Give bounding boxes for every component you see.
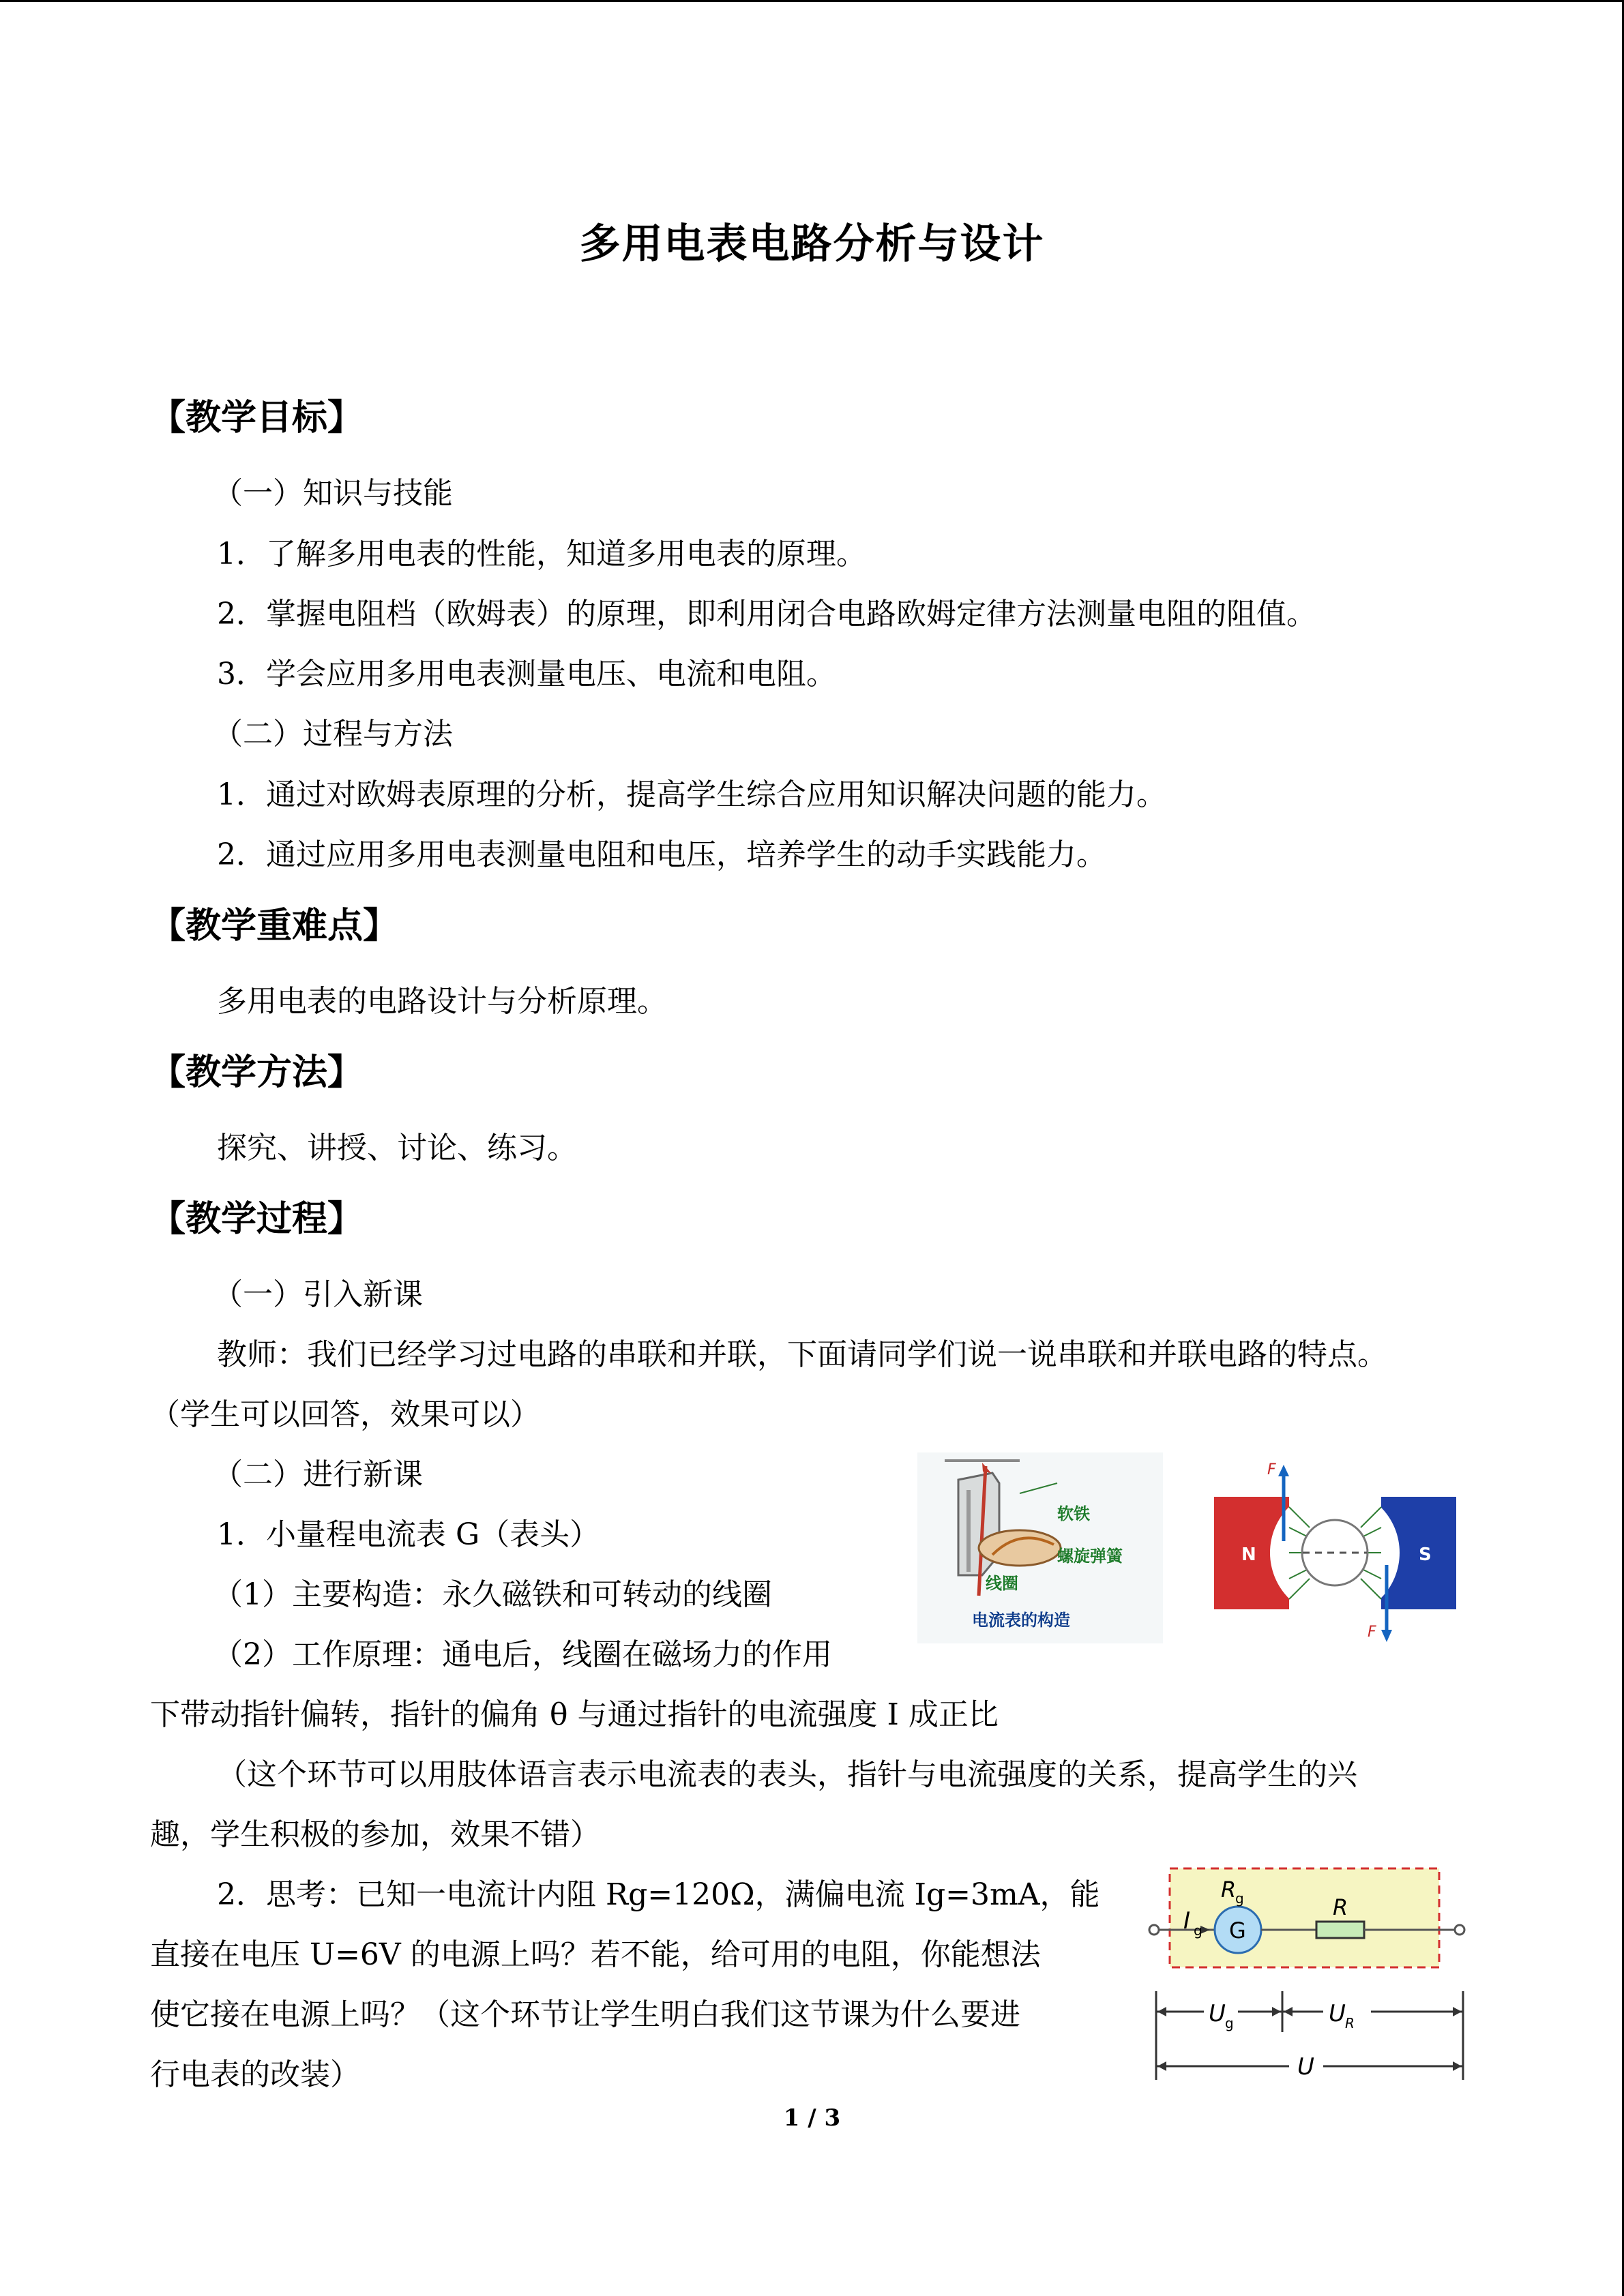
goals-sub2: （二）过程与方法 [213, 717, 453, 751]
process-q3: 使它接在电源上吗？（这个环节让学生明白我们这节课为什么要进 [150, 1997, 1020, 2032]
label-ug: U [1209, 2000, 1226, 2027]
magnet-field-figure [1207, 1452, 1466, 1650]
process-sub1: （一）引入新课 [213, 1277, 423, 1312]
label-north: N [1241, 1545, 1256, 1565]
label-soft-iron: 软铁 [1057, 1504, 1090, 1523]
label-rg-sub: g [1235, 1890, 1244, 1907]
heading-process: 【教学过程】 [150, 1198, 364, 1240]
label-resistor: R [1333, 1894, 1348, 1920]
label-ur: U [1329, 2000, 1346, 2027]
ug-arrow-right [1272, 2007, 1281, 2016]
process-t1b: （学生可以回答，效果可以） [150, 1397, 540, 1432]
force-arrow-up-head [1278, 1465, 1289, 1476]
coil-body [979, 1530, 1061, 1566]
ur-arrow-right [1453, 2007, 1462, 2016]
label-force-top: F [1267, 1461, 1276, 1478]
process-g4b: 趣，学生积极的参加，效果不错） [150, 1817, 600, 1852]
label-current-sub: g [1194, 1922, 1202, 1939]
process-g2: （1）主要构造：永久磁铁和可转动的线圈 [213, 1577, 772, 1612]
label-current: I [1183, 1907, 1191, 1935]
terminal-right [1455, 1925, 1464, 1935]
label-south: S [1419, 1545, 1432, 1565]
process-g1: 1．小量程电流表 G（表头） [217, 1517, 600, 1552]
label-galvanometer: G [1229, 1918, 1246, 1943]
heading-method: 【教学方法】 [150, 1052, 364, 1093]
process-q1: 2．思考：已知一电流计内阻 Rg=120Ω，满偏电流 Ig=3mA，能 [217, 1877, 1100, 1912]
process-q2: 直接在电压 U=6V 的电源上吗？若不能，给可用的电阻，你能想法 [150, 1937, 1041, 1972]
label-ug-sub: g [1225, 2015, 1234, 2031]
label-u-total: U [1297, 2053, 1314, 2081]
circuit-figure [1146, 1855, 1473, 2093]
key-text: 多用电表的电路设计与分析原理。 [217, 984, 667, 1019]
heading-key: 【教学重难点】 [150, 905, 399, 946]
ug-arrow-left [1157, 2007, 1166, 2016]
process-g4: （这个环节可以用肢体语言表示电流表的表头，指针与电流强度的关系，提高学生的兴 [217, 1757, 1357, 1792]
u-arrow-left [1157, 2061, 1166, 2071]
page-number: 1 / 3 [783, 2104, 841, 2132]
label-ur-sub: R [1345, 2015, 1355, 2031]
goals-k1: 1．了解多用电表的性能，知道多用电表的原理。 [217, 537, 866, 571]
page-title: 多用电表电路分析与设计 [579, 220, 1045, 268]
process-g3b: 下带动指针偏转，指针的偏角 θ 与通过指针的电流强度 I 成正比 [150, 1697, 999, 1732]
process-sub2: （二）进行新课 [213, 1457, 423, 1492]
resistor-symbol [1316, 1922, 1364, 1938]
method-text: 探究、讲授、讨论、练习。 [217, 1131, 577, 1165]
goals-sub1: （一）知识与技能 [213, 476, 453, 511]
heading-goals: 【教学目标】 [150, 397, 364, 438]
meter-construction-figure [917, 1452, 1163, 1643]
process-q4: 行电表的改装） [150, 2057, 360, 2092]
label-meter-caption: 电流表的构造 [972, 1611, 1070, 1630]
label-rg: R [1221, 1877, 1237, 1903]
force-arrow-down-head [1381, 1630, 1392, 1642]
ur-arrow-left [1284, 2007, 1293, 2016]
page-top-border [0, 0, 1624, 2]
label-coil: 线圈 [986, 1574, 1018, 1593]
circuit-box [1170, 1868, 1439, 1967]
goals-k3: 3．学会应用多用电表测量电压、电流和电阻。 [217, 657, 836, 691]
goals-k2: 2．掌握电阻档（欧姆表）的原理，即利用闭合电路欧姆定律方法测量电阻的阻值。 [217, 597, 1316, 631]
terminal-left [1149, 1925, 1159, 1935]
goals-m1: 1．通过对欧姆表原理的分析，提高学生综合应用知识解决问题的能力。 [217, 777, 1166, 812]
process-t1: 教师：我们已经学习过电路的串联和并联，下面请同学们说一说串联和并联电路的特点。 [217, 1337, 1387, 1372]
process-g3: （2）工作原理：通电后，线圈在磁场力的作用 [213, 1637, 832, 1672]
goals-m2: 2．通过应用多用电表测量电阻和电压，培养学生的动手实践能力。 [217, 837, 1106, 872]
label-force-bottom: F [1368, 1624, 1376, 1641]
u-arrow-right [1453, 2061, 1462, 2071]
label-spring: 螺旋弹簧 [1057, 1547, 1123, 1566]
